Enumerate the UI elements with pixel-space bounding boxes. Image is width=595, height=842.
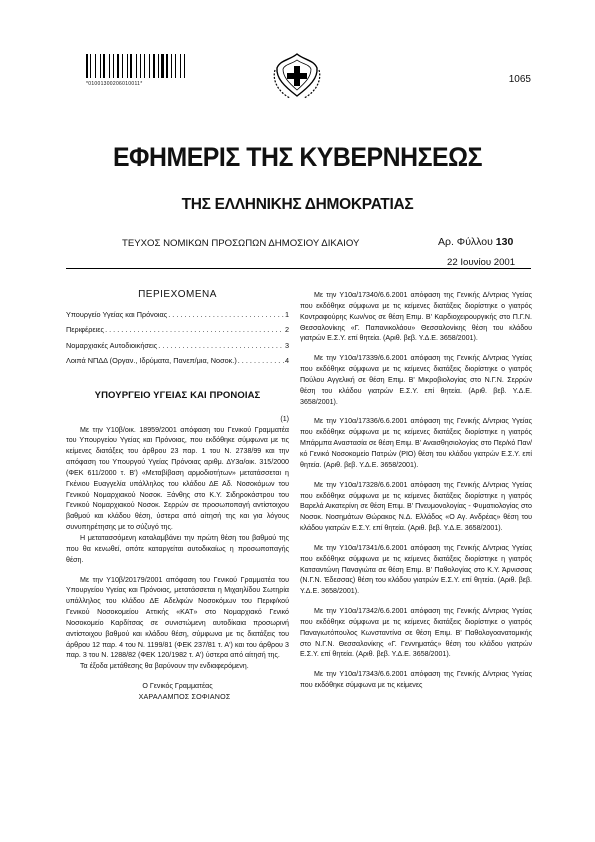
paragraph-gap (300, 407, 532, 416)
issue-number: 130 (495, 236, 514, 248)
toc-item (66, 322, 289, 338)
right-column (300, 290, 532, 691)
paragraph-gap (300, 471, 532, 480)
left-column (66, 290, 289, 703)
issue-series: ΤΕΥΧΟΣ ΝΟΜΙΚΩΝ ΠΡΟΣΩΠΩΝ ΔΗΜΟΣΙΟΥ ΔΙΚΑΙΟΥ (122, 238, 360, 249)
toc-item-page: 3 (284, 340, 289, 350)
appointment-paragraph: Με την Υ10α/17343/6.6.2001 απόφαση της Γενικής Δ/ντριας Υγείας που εκδόθηκε σύμφωνα με τις κείμενες (300, 670, 532, 690)
signature-title: Ο Γενικός Γραμματέας (142, 682, 213, 691)
toc-leader (158, 338, 284, 354)
toc-item-label: Περιφέρειες (66, 325, 105, 335)
gazette-title: ΕΦΗΜΕΡΙΣ ΤΗΣ ΚΥΒΕΡΝΗΣΕΩΣ (112, 142, 483, 172)
appointment-paragraph: Με την Υ10α/17336/6.6.2001 απόφαση της Γενικής Δ/ντριας Υγείας που εκδόθηκε σύμφωνα με τις κείμενες διατάξεις διορίστηκε η γιατρός Μπάρμπα Αναστασία σε θέση Επιμ. Β' Αναισθησιολογίας στο Περ/κό Παν/κό Γενικό Νοσοκομείο Πατρών (ΡΙΟ) θέση του κλάδου γιατρών Ε.Σ.Υ. επί θητεία. (Αριθ. βεβ. Υ.Δ.Ε. 3658/2001). (300, 417, 532, 469)
toc-item-page: 4 (284, 356, 289, 366)
paragraph-gap (300, 534, 532, 543)
appointment-paragraph: Με την Υ10α/17341/6.6.2001 απόφαση της Γενικής Δ/ντριας Υγείας που εκδόθηκε σύμφωνα με τις κείμενες διατάξεις διορίστηκε η γιατρός Κατσαντώνη Παναγιώτα σε θέση Επιμ. Β' Παθολογίας στο Κ.Υ. Άρνισσας (Ν.Γ.Ν. Έδεσσας) θέση του κλάδου γιατρών Ε.Σ.Υ. επί θητεία. (Αριθ. βεβ. Υ.Δ.Ε. 3658/2001). (300, 543, 532, 596)
barcode (86, 54, 186, 78)
decision-paragraph: Με την Υ10β/οικ. 18959/2001 απόφαση του Γενικού Γραμματέα του Υπουργείου Υγείας και Πρόνοιας, που εκδόθηκε σύμφωνα με τις κείμενες διατάξεις του άρθρου 23 παρ. 1 του Ν. 2738/99 και την απόφαση του Υπουργού Υγείας Πρόνοιας αριθμ. ΔΥ3α/οικ. 315/2000 (ΦΕΚ 611/2000 τ. Β') «Μεταβίβαση αρμοδιοτήτων» μετατάσσεται η Γκένιου Ευαγγελία υπάλληλος του κλάδου ΔΕ Αδ. Νοσοκόμων του Γενικού Νομαρχιακού Νοσοκ. Ξάνθης στο Κ.Υ. Σιδηροκάστρου του Γενικού Νομαρχιακού Νοσοκ. Σερρών σε προσωποπαγή αντίστοιχου βαθμού και κλάδου θέση, ύστερα από αίτησή της και για λόγους συνυπηρέτησης με το σύζυγό της. (66, 425, 289, 532)
toc-leader (105, 322, 284, 338)
toc-item (66, 353, 289, 369)
paragraph-gap (300, 660, 532, 669)
signature-name: ΧΑΡΑΛΑΜΠΟΣ ΣΟΦΙΑΝΟΣ (138, 692, 231, 701)
gazette-subtitle: ΤΗΣ ΕΛΛΗΝΙΚΗΣ ΔΗΜΟΚΡΑΤΙΑΣ (181, 196, 414, 213)
toc-leader (238, 353, 284, 369)
appointment-paragraph: Με την Υ10α/17340/6.6.2001 απόφαση της Γενικής Δ/ντριας Υγείας που εκδόθηκε σύμφωνα με τις κείμενες διατάξεις διορίστηκε ο γιατρός Κοντραφούρης Κων/νος σε θέση Επιμ. Β' Καρδιοχειρουργικής στο Π.Γ.Ν. Θεσσαλονίκης «Γ. Παπανικολάου» Θεσσαλονίκης θέση του κλάδου γιατρών Ε.Σ.Υ. επί θητεία. (Αριθ. βεβ. Υ.Δ.Ε. 3658/2001). (300, 291, 532, 343)
toc-item-label: Λοιπά ΝΠΔΔ (Οργαν., Ιδρύματα, Πανεπ/μια, Νοσοκ.) (66, 356, 237, 366)
decision-paragraph: Τα έξοδα μετάθεσης θα βαρύνουν την ενδιαφερόμενη. (80, 662, 249, 671)
toc-item (66, 338, 289, 354)
toc-item-label: Υπουργείο Υγείας και Πρόνοιας (66, 309, 168, 319)
page-number: 1065 (508, 74, 531, 85)
issue-label: Αρ. Φύλλου (438, 236, 493, 248)
decision-paragraph: Η μετατασσόμενη καταλαμβάνει την πρώτη θέση του βαθμού της που θα κενωθεί, οπότε καταργείται αυτοδικαίως η προσωποπαγής θέση. (66, 533, 289, 564)
paragraph-gap (66, 566, 289, 575)
appointment-paragraph: Με την Υ10α/17342/6.6.2001 απόφαση της Γενικής Δ/ντριας Υγείας που εκδόθηκε σύμφωνα με τις κείμενες διατάξεις διορίστηκε ο γιατρός Παναγιωτόπουλος Κωνσταντίνα σε θέση Επιμ. Β' Παθολογοανατομικής στο Ν.Γ.Ν. Θεσσαλονίκης «Γ. Γεννηματάς» θέση του κλάδου γιατρών Ε.Σ.Υ. επί θητεία. (Αριθ. βεβ. Υ.Δ.Ε. 3658/2001). (300, 607, 532, 659)
toc-item-page: 1 (284, 309, 289, 319)
greek-emblem-icon (270, 50, 324, 102)
toc-item-page: 2 (284, 325, 289, 335)
paragraph-gap (66, 672, 289, 681)
appointment-paragraph: Με την Υ10α/17339/6.6.2001 απόφαση της Γενικής Δ/ντριας Υγείας που εκδόθηκε σύμφωνα με τις κείμενες διατάξεις διορίστηκε ο γιατρός Πούλου Αγγελική σε θέση Επιμ. Β' Μικροβιολογίας στο Ν.Γ.Ν. Σερρών θέση του κλάδου γιατρών Ε.Σ.Υ. επί θητεία. (Αριθ. βεβ. Υ.Δ.Ε. 3658/2001). (300, 354, 532, 406)
toc-item (66, 307, 289, 323)
barcode-caption: *01001300206010011* (86, 81, 143, 87)
toc-item-label: Νομαρχιακές Αυτοδιοικήσεις (66, 340, 158, 350)
header-rule (66, 268, 531, 269)
decision-paragraph: Με την Υ10β/20179/2001 απόφαση του Γενικού Γραμματέα του Υπουργείου Υγείας και Πρόνοιας, μετατάσσεται η Μιχαηλίδου Σωτηρία υπάλληλος του κλάδου ΔΕ Αδελφών Νοσοκόμων του Περιφ/κού Γενικού Νοσοκομείου Αττικής «ΚΑΤ» στο Νομαρχιακό Γενικό Νοσοκομείο Καρδίτσας σε συνιστώμενη αυτοδίκαια προσωρινή αντίστοιχου βαθμού και κλάδου θέση, σύμφωνα με τις διατάξεις του άρθρου 12 παρ. 4 του Ν. 1199/81 (ΦΕΚ 237/81 τ. Α') και του άρθρου 3 παρ. 3 του Ν. 1288/82 (ΦΕΚ 120/1982 τ. Α') ύστερα από αίτησή της. (66, 575, 289, 660)
issue-date: 22 Ιουνίου 2001 (447, 257, 516, 268)
toc-heading: ΠΕΡΙΕΧΟΜΕΝΑ (138, 289, 217, 300)
decision-marker: (1) (280, 414, 289, 423)
issue-number-line (438, 236, 513, 248)
paragraph-gap (300, 597, 532, 606)
appointment-paragraph: Με την Υ10α/17328/6.6.2001 απόφαση της Γενικής Δ/ντριας Υγείας που εκδόθηκε σύμφωνα με τις κείμενες διατάξεις διορίστηκε η γιατρός Βαρελά Αικατερίνη σε θέση Επιμ. Β' Πνευμονολογίας - Φυματιολογίας στο Νοσοκ. Νοσημάτων Θώρακος Ν.Δ. Ελλάδος «Ο Αγ. Ανδρέας» θέση του κλάδου γιατρών Ε.Σ.Υ. επί θητεία. (Αριθ. βεβ. Υ.Δ.Ε. 3658/2001). (300, 480, 532, 533)
section-heading: ΥΠΟΥΡΓΕΙΟ ΥΓΕΙΑΣ ΚΑΙ ΠΡΟΝΟΙΑΣ (94, 389, 261, 401)
paragraph-gap (300, 344, 532, 353)
toc-leader (168, 307, 284, 323)
